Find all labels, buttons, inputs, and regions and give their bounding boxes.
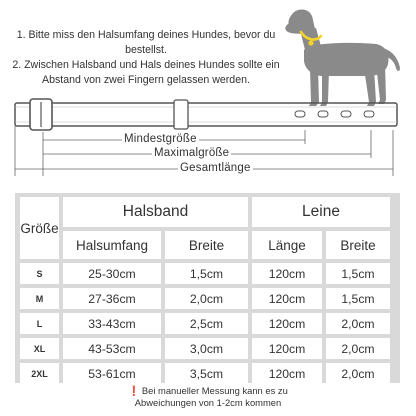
neck-cell: 43-53cm — [63, 338, 161, 359]
collar-group-header: Halsband — [63, 197, 248, 227]
size-cell: 2XL — [20, 363, 59, 384]
size-cell: L — [20, 313, 59, 334]
length-cell: 120cm — [252, 263, 322, 284]
leash-width-cell: 2,0cm — [326, 338, 390, 359]
note-text: Bei manueller Messung kann es zu Abweichungen von 1-2cm kommen — [134, 385, 288, 408]
collar-holes — [295, 111, 374, 117]
size-table — [15, 193, 400, 383]
neck-circumference-header: Halsumfang — [63, 231, 161, 259]
size-header: Größe — [20, 197, 59, 259]
neck-cell: 25-30cm — [63, 263, 161, 284]
width-cell: 2,5cm — [165, 313, 248, 334]
leash-width-header: Breite — [326, 231, 390, 259]
leash-width-cell: 2,0cm — [326, 313, 390, 334]
collar-measurement-diagram — [0, 96, 416, 192]
exclamation-icon: ❗ — [128, 385, 140, 396]
width-cell: 2,0cm — [165, 288, 248, 309]
collar-drawing — [0, 96, 416, 192]
collar-tag — [308, 40, 313, 45]
collar-keeper — [174, 100, 188, 129]
leash-width-cell: 1,5cm — [326, 263, 390, 284]
size-table-grid — [20, 197, 395, 379]
dog-silhouette — [285, 9, 400, 106]
leash-length-header: Länge — [252, 231, 322, 259]
length-cell: 120cm — [252, 313, 322, 334]
leash-width-cell: 2,0cm — [326, 363, 390, 384]
size-cell: XL — [20, 338, 59, 359]
min-size-label: Mindestgröße — [124, 133, 197, 145]
collar-strap — [15, 103, 397, 126]
length-cell: 120cm — [252, 338, 322, 359]
width-cell: 3,0cm — [165, 338, 248, 359]
neck-cell: 27-36cm — [63, 288, 161, 309]
leash-width-cell: 1,5cm — [326, 288, 390, 309]
collar-width-header: Breite — [165, 231, 248, 259]
dog-illustration — [282, 6, 406, 110]
width-cell: 1,5cm — [165, 263, 248, 284]
instruction-step-1: 1. Bitte miss den Halsumfang deines Hundes, bevor du bestellst. — [16, 29, 276, 56]
neck-cell: 53-61cm — [63, 363, 161, 384]
length-cell: 120cm — [252, 363, 322, 384]
total-length-label: Gesamtlänge — [180, 162, 251, 174]
max-size-label: Maximalgröße — [154, 147, 230, 159]
size-cell: S — [20, 263, 59, 284]
width-cell: 3,5cm — [165, 363, 248, 384]
size-cell: M — [20, 288, 59, 309]
length-cell: 120cm — [252, 288, 322, 309]
leash-group-header: Leine — [252, 197, 390, 227]
instructions — [8, 28, 284, 88]
neck-cell: 33-43cm — [63, 313, 161, 334]
instruction-step-2: 2. Zwischen Halsband und Hals deines Hundes sollte ein Abstand von zwei Fingern gelassen werden. — [12, 59, 280, 86]
measurement-note — [108, 385, 308, 409]
